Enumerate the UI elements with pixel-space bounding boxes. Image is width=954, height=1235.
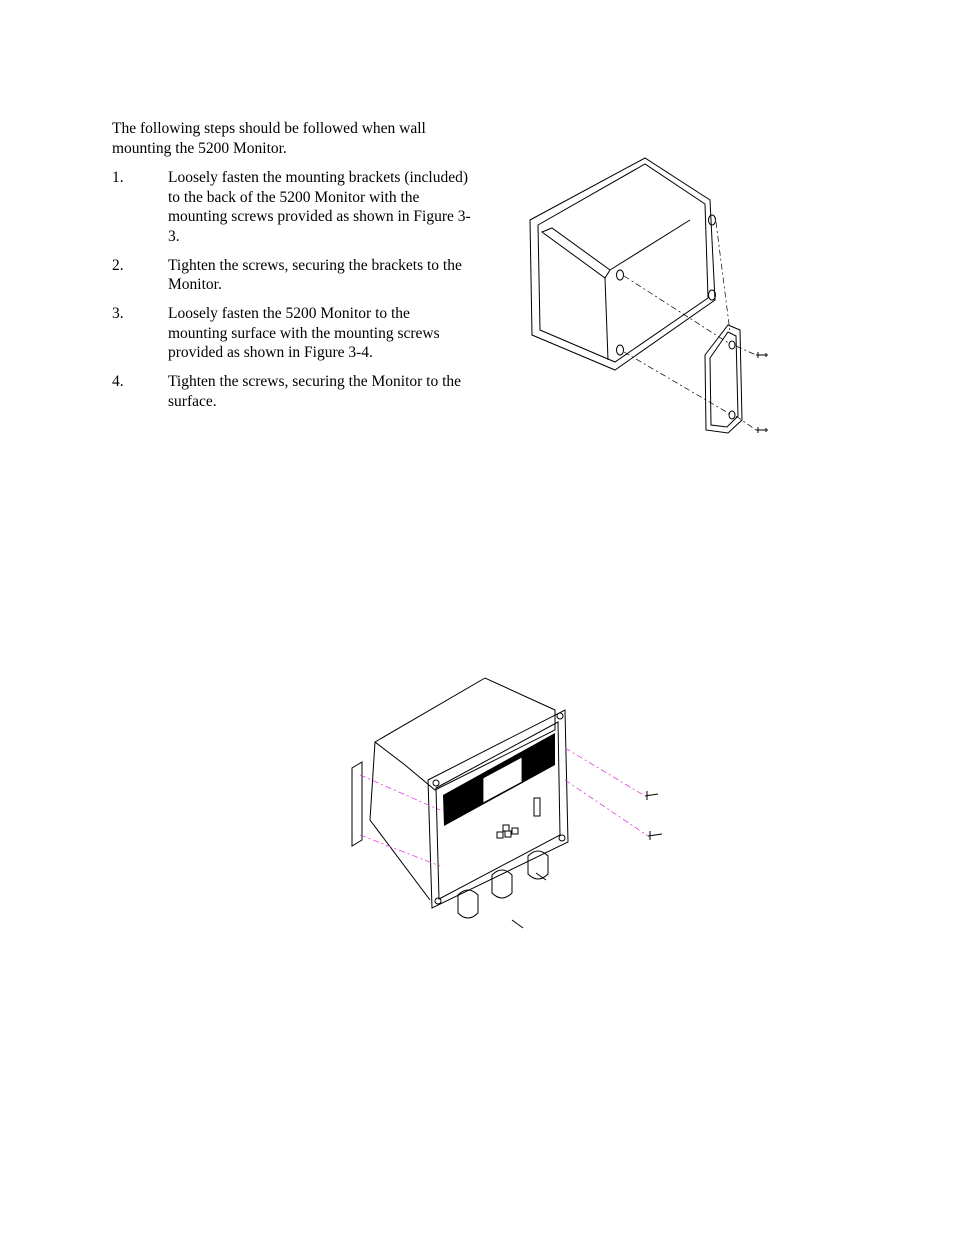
step-item (112, 304, 472, 363)
step-text: Tighten the screws, securing the brackets to the Monitor. (168, 256, 462, 293)
step-text: Loosely fasten the 5200 Monitor to the mounting surface with the mounting screws provided as shown in Figure 3-4. (168, 305, 440, 361)
step-number: 4. (112, 373, 124, 390)
monitor-mounting-figure (340, 670, 670, 940)
step-item (112, 372, 472, 411)
step-number: 3. (112, 305, 124, 322)
step-item (112, 168, 472, 246)
bracket-attachment-figure (520, 150, 790, 440)
step-text: Tighten the screws, securing the Monitor to the surface. (168, 373, 462, 410)
step-item (112, 256, 472, 295)
step-text: Loosely fasten the mounting brackets (included) to the back of the 5200 Monitor with the mounting screws provided as shown in Figure 3-3. (168, 169, 471, 245)
mounting-steps-list (112, 168, 472, 421)
intro-paragraph: The following steps should be followed when wall mounting the 5200 Monitor. (112, 120, 426, 157)
step-number: 2. (112, 256, 124, 274)
step-number: 1. (112, 169, 124, 186)
